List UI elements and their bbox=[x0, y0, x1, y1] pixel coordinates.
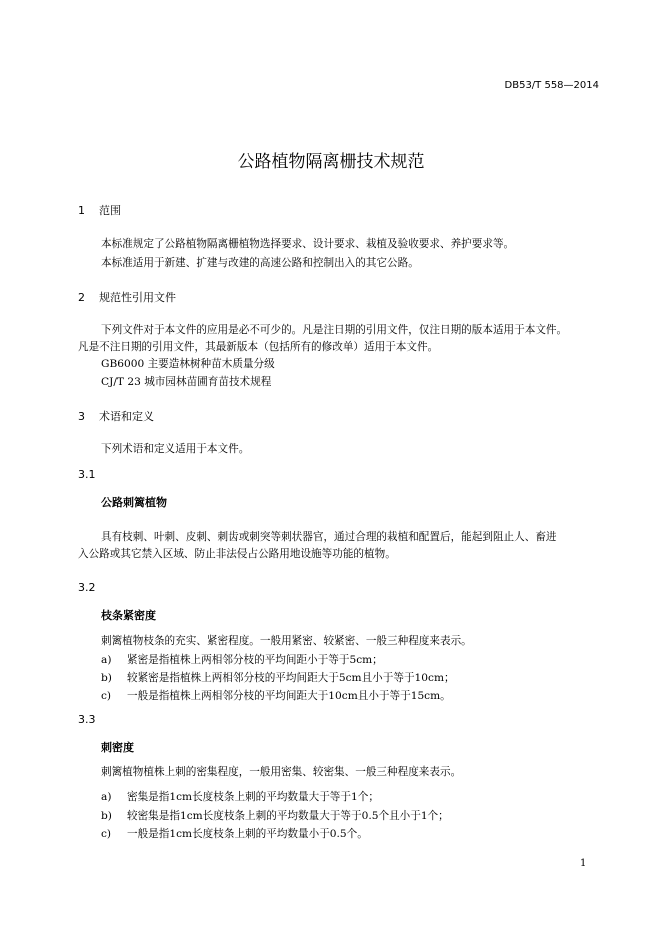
list-item: b) 较密集是指1cm长度枝条上刺的平均数量大于等于0.5个且小于1个； bbox=[101, 810, 449, 822]
term-title: 公路刺篱植物 bbox=[101, 496, 167, 509]
term-title: 刺密度 bbox=[101, 741, 134, 754]
page-number: 1 bbox=[580, 858, 587, 869]
standard-number: DB53/T 558—2014 bbox=[504, 80, 599, 91]
section-3-paragraph: 下列术语和定义适用于本文件。 bbox=[101, 443, 250, 455]
section-2-paragraph: 凡是不注日期的引用文件，其最新版本（包括所有的修改单）适用于本文件。 bbox=[78, 341, 439, 353]
term-definition: 刺篱植物植株上刺的密集程度，一般用密集、较密集、一般三种程度来表示。 bbox=[101, 766, 462, 778]
list-item: c) 一般是指1cm长度枝条上刺的平均数量小于0.5个。 bbox=[101, 828, 368, 840]
term-number: 3.2 bbox=[78, 581, 96, 594]
document-title: 公路植物隔离栅技术规范 bbox=[237, 152, 425, 172]
term-definition: 具有枝刺、叶刺、皮刺、刺齿或刺突等刺状器官，通过合理的栽植和配置后，能起到阻止人、畜进 bbox=[101, 531, 557, 543]
list-item: a) 紧密是指植株上两相邻分枝的平均间距小于等于5cm； bbox=[101, 654, 383, 666]
section-1-paragraph: 本标准规定了公路植物隔离栅植物选择要求、设计要求、栽植及验收要求、养护要求等。 bbox=[101, 238, 515, 250]
term-number: 3.3 bbox=[78, 713, 96, 726]
reference-item: GB6000 主要造林树种苗木质量分级 bbox=[101, 358, 275, 370]
reference-item: CJ/T 23 城市园林苗圃育苗技术规程 bbox=[101, 376, 272, 388]
list-item: a) 密集是指1cm长度枝条上刺的平均数量大于等于1个； bbox=[101, 791, 379, 803]
section-3-heading: 3 术语和定义 bbox=[78, 410, 154, 423]
section-1-heading: 1 范围 bbox=[78, 204, 121, 217]
list-item: c) 一般是指植株上两相邻分枝的平均间距大于10cm且小于等于15cm。 bbox=[101, 690, 451, 702]
section-1-paragraph: 本标准适用于新建、扩建与改建的高速公路和控制出入的其它公路。 bbox=[101, 257, 419, 269]
term-definition: 入公路或其它禁入区域、防止非法侵占公路用地设施等功能的植物。 bbox=[78, 548, 396, 560]
term-number: 3.1 bbox=[78, 468, 96, 481]
term-title: 枝条紧密度 bbox=[101, 609, 156, 622]
section-2-heading: 2 规范性引用文件 bbox=[78, 291, 176, 304]
list-item: b) 较紧密是指植株上两相邻分枝的平均间距大于5cm且小于等于10cm； bbox=[101, 672, 455, 684]
section-2-paragraph: 下列文件对于本文件的应用是必不可少的。凡是注日期的引用文件，仅注日期的版本适用于本文件。 bbox=[101, 324, 568, 336]
term-definition: 刺篱植物枝条的充实、紧密程度。一般用紧密、较紧密、一般三种程度来表示。 bbox=[101, 635, 472, 647]
